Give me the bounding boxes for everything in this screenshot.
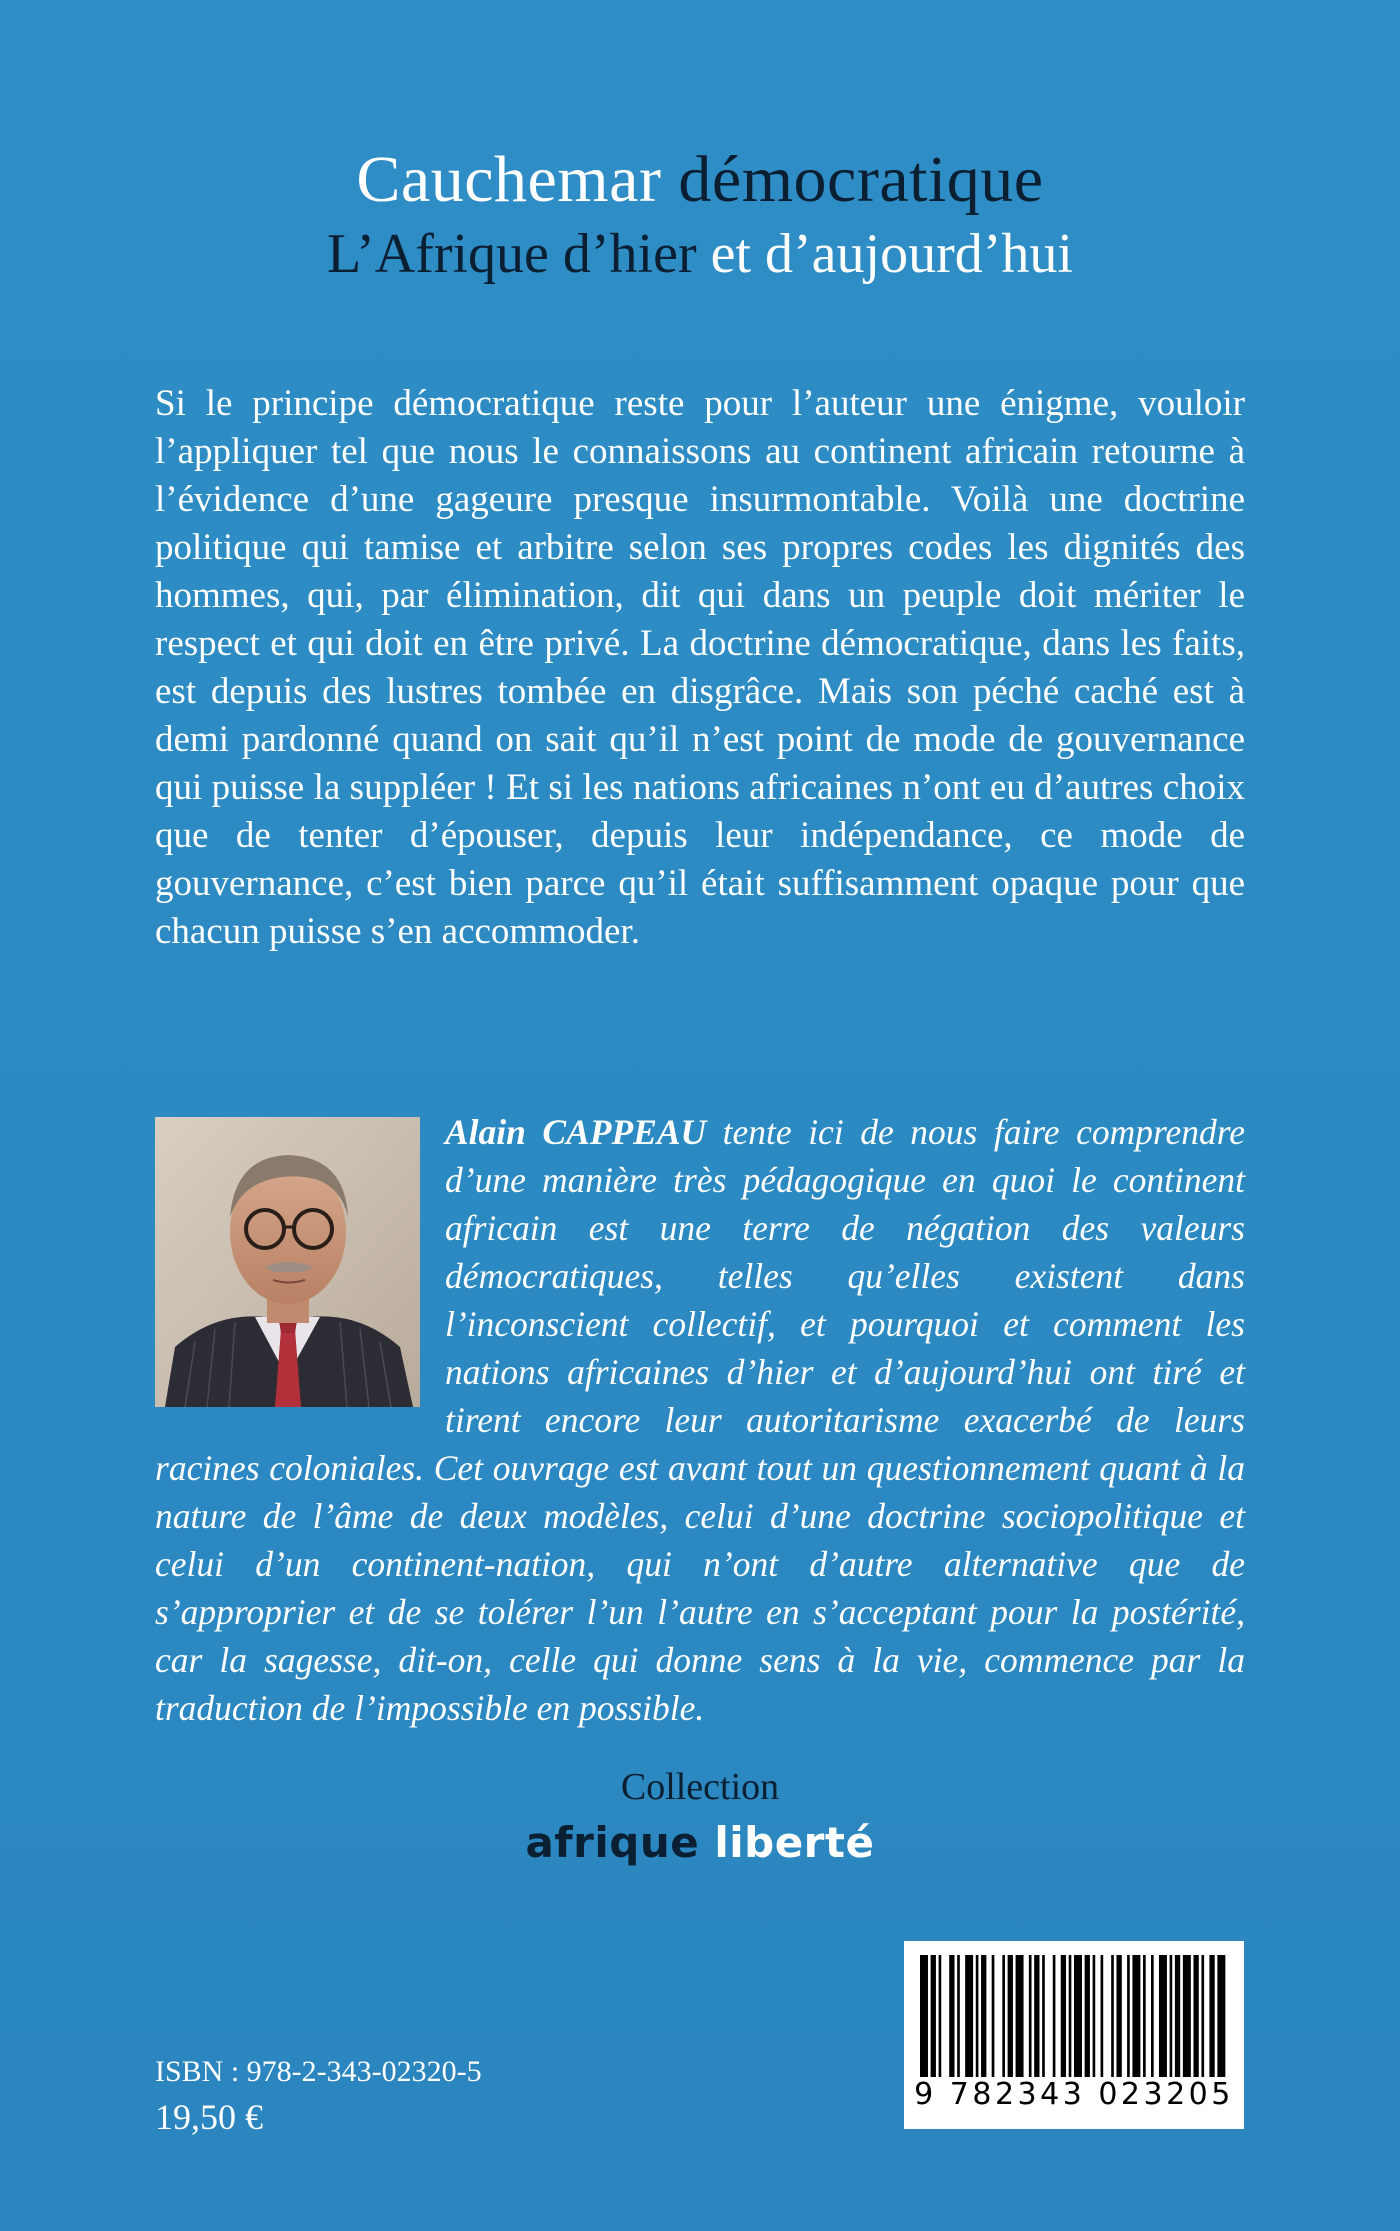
barcode-bars [920,1955,1228,2077]
barcode-bar [1217,1955,1225,2077]
barcode-bar [1016,1955,1024,2077]
book-price: 19,50 € [155,2097,263,2137]
book-summary: Si le principe démocratique reste pour l’auteur une énigme, vouloir l’appliquer tel que nous le connaissons au continent africain retourne à l’évidence d’une gageure presque insurmontable. Voilà une doctrine politique qui tamise et arbitre selon ses propres codes les dignités des hommes, qui, par élimination, dit qui dans un peuple doit mériter le respect et qui doit en être privé. La doctrine démocratique, dans les faits, est depuis des lustres tombée en disgrâce. Mais son péché caché est à demi pardonné quand on sait qu’il n’est point de mode de gouvernance qui puisse la suppléer ! Et si les nations africaines n’ont eu d’autres choix que de tenter d’épouser, depuis leur indépendance, ce mode de gouvernance, c’est bien parce qu’il était suffisamment opaque pour que chacun puisse s’en accommoder. [155,383,1245,952]
barcode-bar [957,1955,960,2077]
book-title [0,140,1400,220]
barcode-bar [1085,1955,1090,2077]
collection-logo [0,1816,1400,1870]
photo-float-spacer [155,1108,445,1441]
barcode-bar [1008,1955,1013,2077]
barcode-bar [1101,1955,1104,2077]
barcode-bar [1175,1955,1180,2077]
barcode-bar [1111,1955,1114,2077]
author-bio-text: tente ici de nous faire comprendre d’une manière très pédagogique en quoi le continent africain est une terre de négation des valeurs démocratiques, telles qu’elles existent dans l’inconscient collectif, et pourquoi et comment les nations africaines d’hier et d’aujourd’hui ont tiré et tirent encore leur autoritarisme exacerbé de leurs racines coloniales. Cet ouvrage est avant tout un questionnement quant à la nature de l’âme de deux modèles, celui d’une doctrine sociopolitique et celui d’un continent-nation, qui n’ont d’autre alternative que de s’approprier et de se tolérer l’un l’autre en s’acceptant pour la postérité, car la sagesse, dit-on, celle qui donne sens à la vie, commence par la traduction de l’impossible en possible. [155,1112,1245,1728]
barcode-bar [965,1955,973,2077]
collection-logo-afrique: afrique [525,1818,700,1867]
barcode-bar [981,1955,986,2077]
author-bio [155,1108,1245,1732]
collection-label: Collection [620,1766,780,1808]
barcode-bar [1143,1955,1146,2077]
barcode-bar [1209,1955,1214,2077]
subtitle-part-aujourdhui: et d’aujourd’hui [710,223,1073,285]
barcode-bar [1151,1955,1154,2077]
barcode-bar [1074,1955,1082,2077]
barcode-bar [1170,1955,1173,2077]
barcode-bar [976,1955,979,2077]
book-subtitle [0,220,1400,288]
barcode-bar [1053,1955,1056,2077]
barcode-digits: 9 782343 023205 [914,2077,1234,2112]
barcode-bar [1132,1955,1140,2077]
barcode-bar [1159,1955,1167,2077]
barcode-bar [1061,1955,1066,2077]
barcode-bar [1034,1955,1039,2077]
barcode-bar [1183,1955,1191,2077]
collection-block [0,1762,1400,1870]
barcode-bar [1002,1955,1005,2077]
isbn-number: ISBN : 978-2-343-02320-5 [155,2055,482,2088]
barcode-bar [931,1955,936,2077]
barcode-bar [1069,1955,1072,2077]
barcode-bar [1093,1955,1096,2077]
collection-logo-liberte: liberté [714,1818,875,1867]
barcode-bar [920,1955,928,2077]
barcode-bar [1127,1955,1130,2077]
subtitle-part-afrique-hier: L’Afrique d’hier [327,223,697,285]
barcode-bar [1201,1955,1204,2077]
barcode-bar [949,1955,954,2077]
barcode [904,1941,1244,2129]
barcode-bar [939,1955,942,2077]
title-word-democratique: démocratique [678,143,1044,216]
barcode-bar [1193,1955,1198,2077]
barcode-bar [992,1955,995,2077]
barcode-bar [1116,1955,1121,2077]
barcode-bar [1029,1955,1032,2077]
author-name: Alain CAPPEAU [445,1112,707,1152]
barcode-bar [1042,1955,1045,2077]
title-word-cauchemar: Cauchemar [356,143,662,216]
title-block [0,140,1400,288]
